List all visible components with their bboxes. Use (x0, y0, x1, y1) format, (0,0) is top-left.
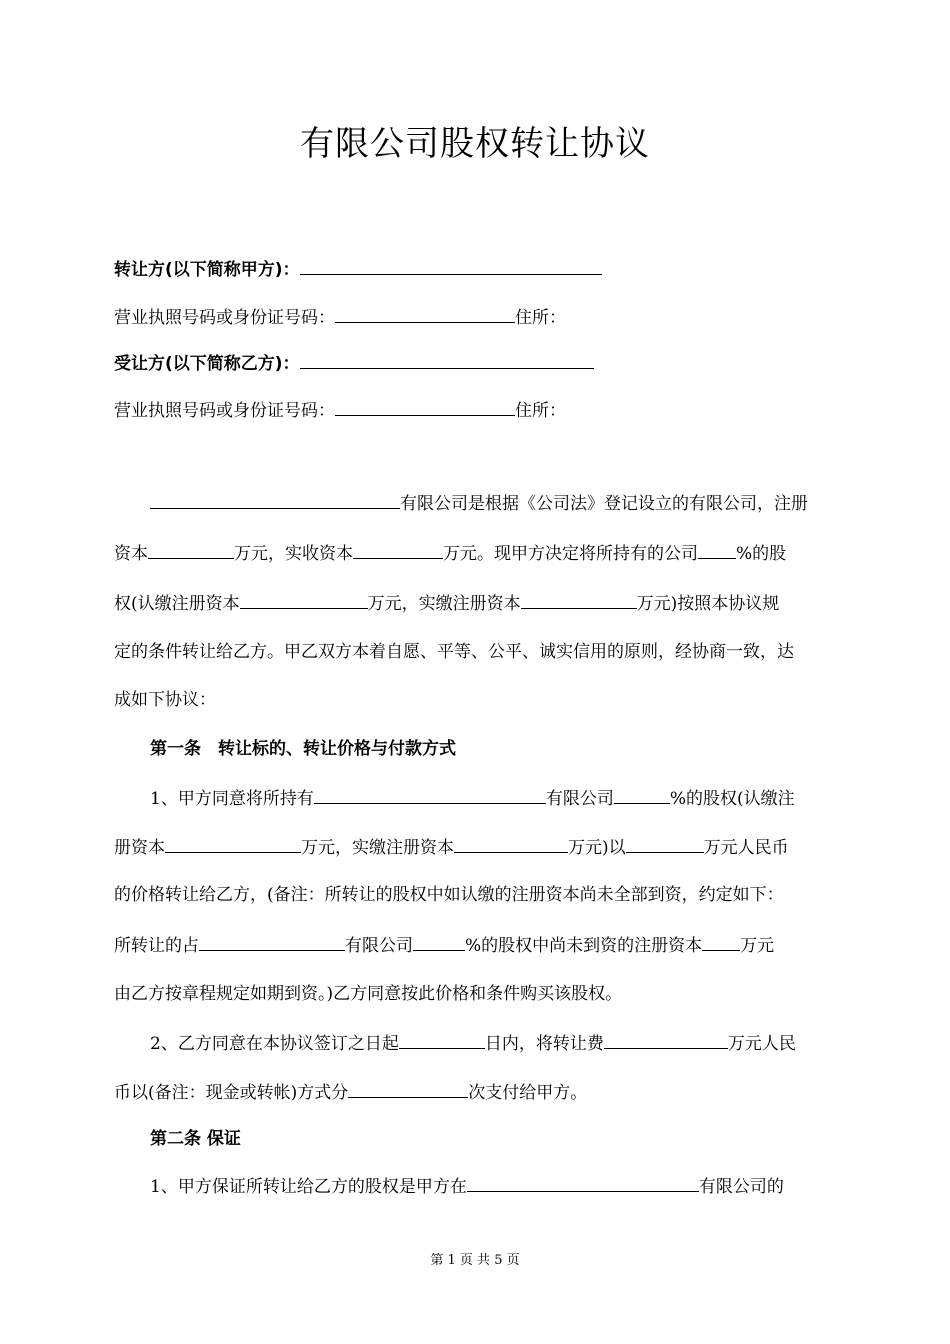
a1-text-6b: 日内，将转让费 (484, 1034, 604, 1054)
a1-text-4a: 所转让的占 (114, 936, 199, 956)
address-label-2: 住所： (515, 401, 566, 421)
a1-text-4d: 万元 (740, 936, 775, 956)
transferee-line (114, 350, 594, 376)
transferee-label: 受让方(以下简称乙方)： (114, 354, 300, 374)
a1-subscribed-blank (165, 834, 301, 853)
intro-text-2d: %的股 (736, 544, 787, 564)
intro-text-1: 有限公司是根据《公司法》登记设立的有限公司，注册 (400, 494, 808, 514)
address-label-1: 住所： (515, 308, 566, 328)
contributed-capital-blank (521, 590, 637, 609)
a1-company-blank-2 (199, 932, 345, 951)
license-blank-1 (335, 304, 515, 323)
company-name-blank (150, 490, 400, 509)
transferor-blank (300, 256, 602, 275)
a1-price-blank (626, 834, 704, 853)
a1-days-blank (399, 1030, 485, 1049)
license-label-1: 营业执照号码或身份证号码： (114, 308, 335, 328)
intro-line-3 (114, 590, 779, 616)
a2-text-1a: 1、甲方保证所转让给乙方的股权是甲方在 (150, 1177, 467, 1197)
a1-text-2c: 万元)以 (568, 838, 626, 858)
a1-unpaid-blank (702, 932, 740, 951)
article-1-line-7 (114, 1079, 587, 1105)
page-number: 第 1 页 共 5 页 (430, 1253, 520, 1268)
a1-text-4b: 有限公司 (345, 936, 413, 956)
intro-text-5: 成如下协议： (114, 690, 216, 710)
a1-text-2d: 万元人民币 (703, 838, 789, 858)
a1-percent-blank (614, 785, 670, 804)
license-blank-2 (335, 397, 515, 416)
article-2-heading: 第二条 保证 (150, 1129, 241, 1149)
a1-text-5: 由乙方按章程规定如期到资。)乙方同意按此价格和条件购买该股权。 (114, 984, 623, 1004)
subscribed-capital-blank (240, 590, 368, 609)
a1-text-7b: 次支付给甲方。 (468, 1083, 588, 1103)
intro-text-3a: 权(认缴注册资本 (114, 594, 240, 614)
article-1-line-5 (114, 982, 622, 1006)
intro-line-5 (114, 688, 216, 712)
transferor-line (114, 256, 602, 282)
article-1-line-6 (150, 1030, 796, 1056)
article-1-line-4 (114, 932, 774, 958)
article-1-line-1 (150, 785, 795, 811)
intro-text-3c: 万元)按照本协议规 (636, 594, 780, 614)
a1-company-blank (314, 785, 546, 804)
a1-percent-blank-2 (413, 932, 465, 951)
license-line-1 (114, 304, 566, 330)
article-1-line-2 (114, 834, 789, 860)
intro-line-4 (114, 640, 794, 664)
intro-text-3b: 万元，实缴注册资本 (367, 594, 521, 614)
a1-text-1a: 1、甲方同意将所持有 (150, 789, 314, 809)
a1-installments-blank (348, 1079, 468, 1098)
a1-text-7a: 币以(备注：现金或转帐)方式分 (114, 1083, 349, 1103)
intro-text-2b: 万元，实收资本 (234, 544, 353, 564)
intro-text-2c: 万元。现甲方决定将所持有的公司 (443, 544, 698, 564)
article-1-heading: 第一条 转让标的、转让价格与付款方式 (150, 739, 456, 759)
a1-text-6c: 万元人民 (727, 1034, 796, 1054)
intro-line-1 (150, 490, 808, 516)
document-title: 有限公司股权转让协议 (300, 124, 650, 164)
a1-text-2b: 万元，实缴注册资本 (301, 838, 454, 858)
intro-text-4: 定的条件转让给乙方。甲乙双方本着自愿、平等、公平、诚实信用的原则，经协商一致，达 (114, 642, 794, 662)
percent-blank (698, 540, 736, 559)
registered-capital-blank (148, 540, 234, 559)
a1-contributed-blank (454, 834, 568, 853)
a2-text-1b: 有限公司的 (698, 1177, 784, 1197)
intro-line-2 (114, 540, 786, 566)
intro-text-2a: 资本 (114, 544, 148, 564)
a1-text-3: 的价格转让给乙方，(备注：所转让的股权中如认缴的注册资本尚未全部到资，约定如下： (114, 885, 784, 905)
license-label-2: 营业执照号码或身份证号码： (114, 401, 335, 421)
article-1-line-3 (114, 883, 784, 907)
transferee-blank (300, 350, 594, 369)
a1-fee-blank (604, 1030, 728, 1049)
a1-text-2a: 册资本 (114, 838, 165, 858)
transferor-label: 转让方(以下简称甲方)： (114, 260, 300, 280)
a2-company-blank (467, 1173, 699, 1192)
article-2-line-1 (150, 1173, 784, 1199)
a1-text-1b: 有限公司 (545, 789, 614, 809)
paid-capital-blank (353, 540, 443, 559)
a1-text-1c: %的股权(认缴注 (669, 789, 795, 809)
license-line-2 (114, 397, 566, 423)
a1-text-4c: %的股权中尚未到资的注册资本 (465, 936, 703, 956)
a1-text-6a: 2、乙方同意在本协议签订之日起 (150, 1034, 399, 1054)
